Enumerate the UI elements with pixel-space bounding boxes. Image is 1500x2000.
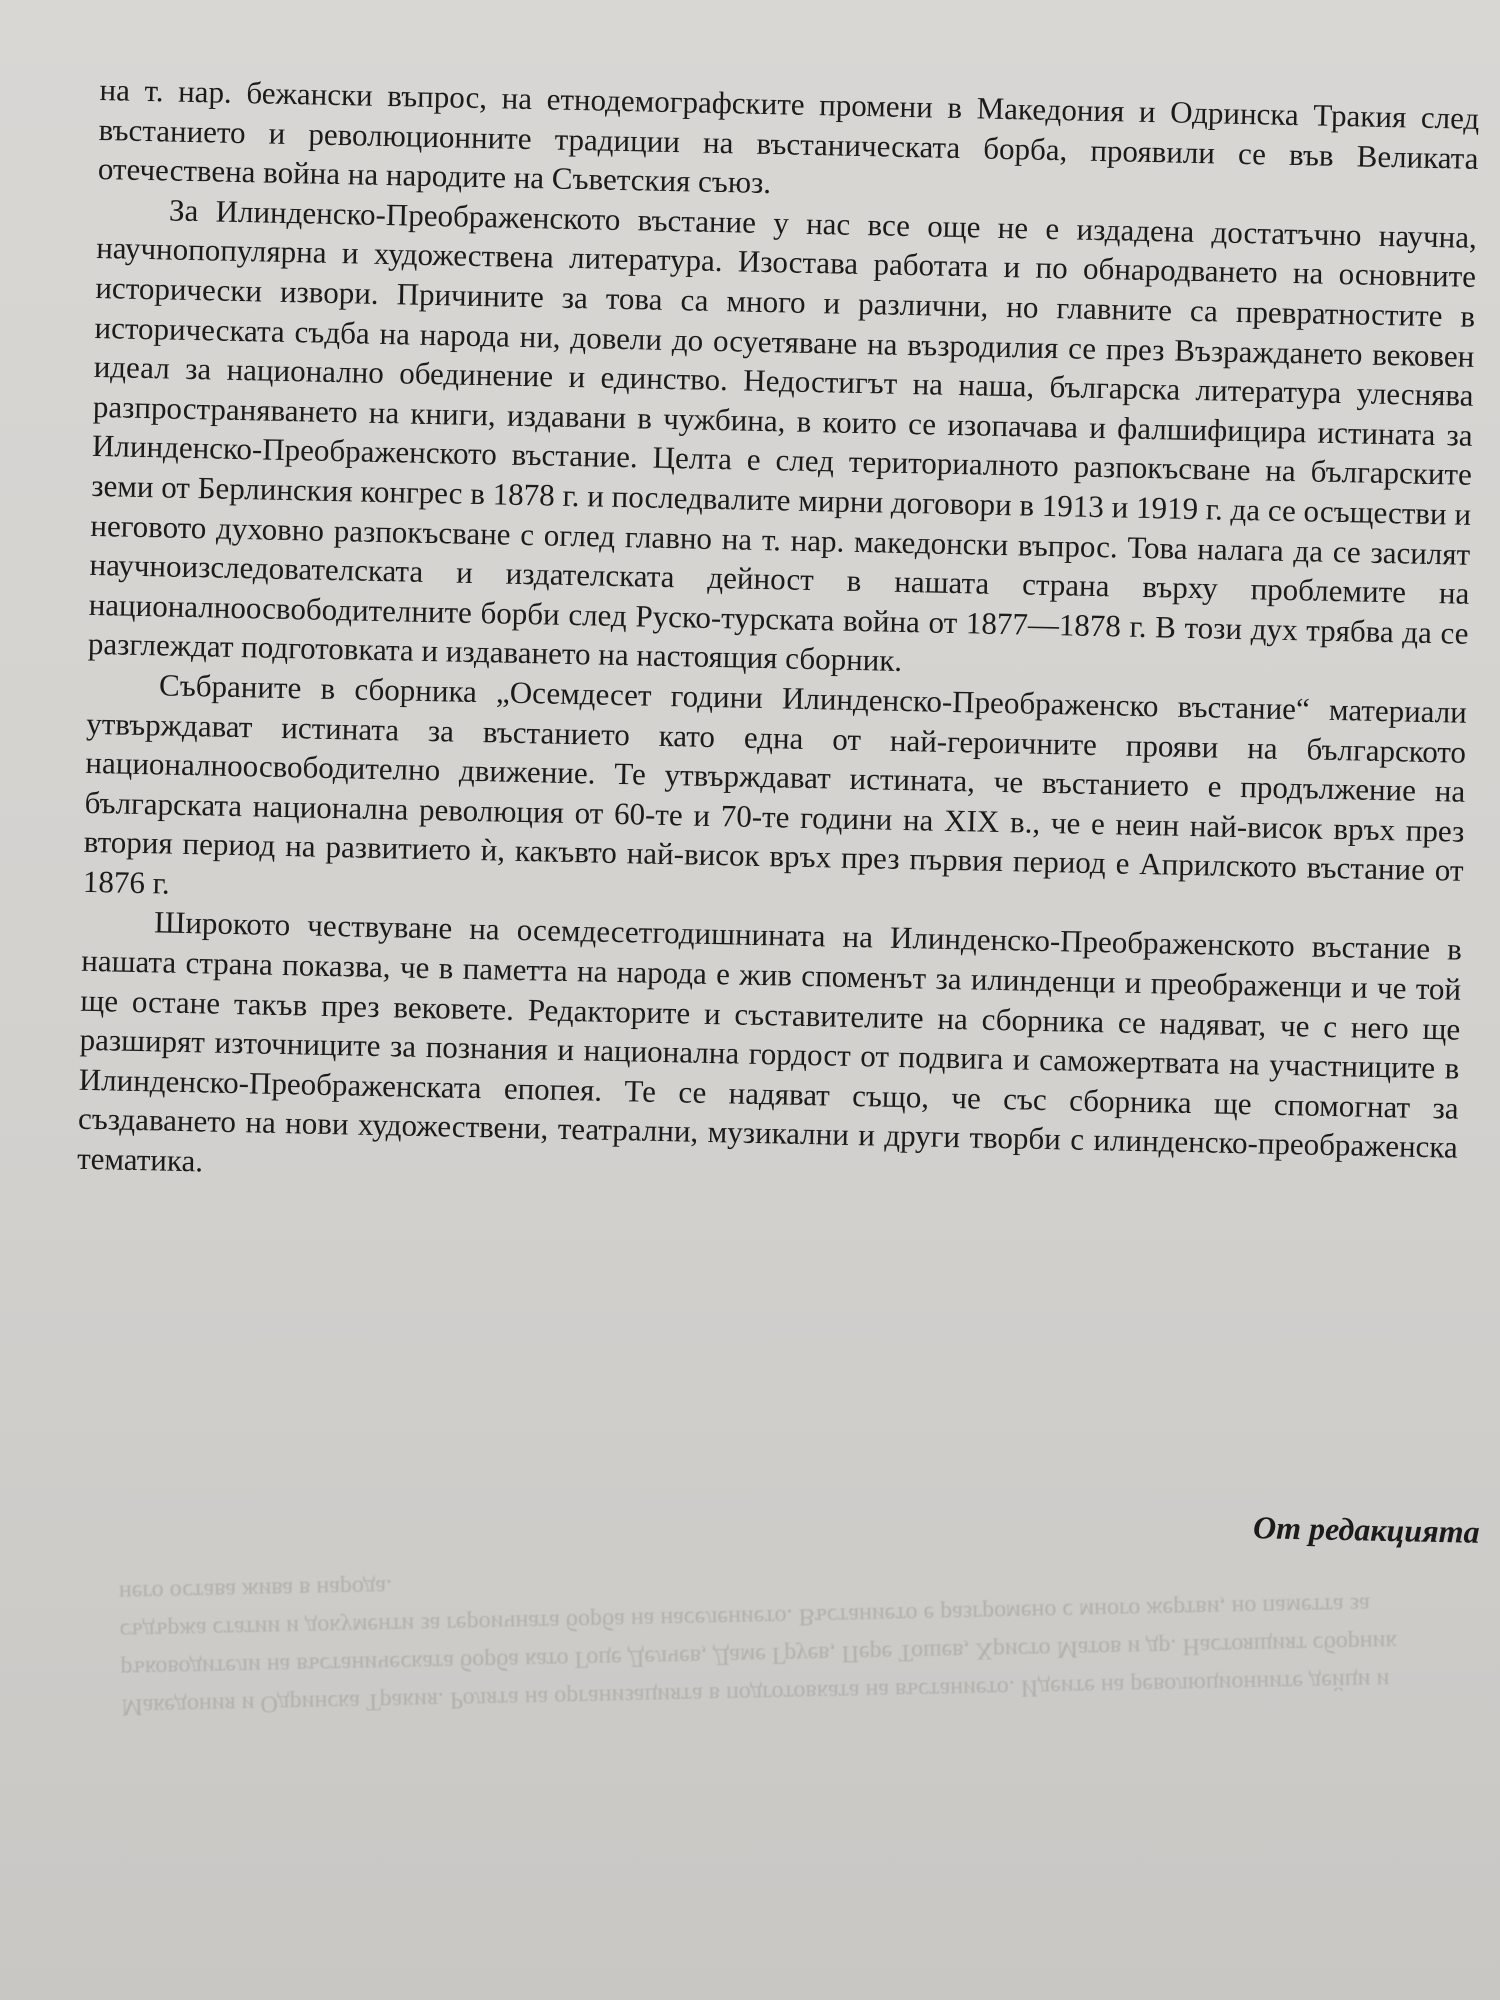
- paragraph-2: За Илинденско-Преображенското въстание у нас все още не е издадена достатъчно научна, научнопопулярна и художествена литература. Изостава работата и по обнародването на основните исторически извори. Причините за това са много и различни, но главните са превратностите в историческата съдба на народа ни, довели до осуетяване на възродилия се през Възраждането вековен идеал за национално обединение и единство. Недостигът на наша, българска литература улеснява разпространяването на книги, издавани в чужбина, в които се изопачава и фалшифицира истината за Илинденско-Преображенското въстание. Целта е след териториалното разпокъсване на българските земи от Берлинския конгрес в 1878 г. и последвалите мирни договори в 1913 и 1919 г. да се осъществи и неговото духовно разпокъсване с оглед главно на т. нар. македонски въпрос. Това налага да се засилят научноизследователската и издателската дейност в нашата страна върху проблемите на националноосвободителните борби след Руско-турската война от 1877—1878 г. В този дух трябва да се разглеждат подготовката и издаването на настоящия сборник.: [87, 192, 1478, 679]
- bleed-through-text: Македония и Одринска Тракия. Ролята на организацията в подготовката на въстанието. Идеите на революционните дейци и ръководители на въстаническата борба като Гоце Делчев, Даме Груев, Пере Тошев, Христо Матов и др. Настоящият сборник съдържа статии и документи за героичната борба на населението. Въстанието е разгромено с много жертви, но паметта за него остава жива в народа.: [118, 1573, 1398, 1720]
- paragraph-1: на т. нар. бежански въпрос, на етнодемографските промени в Македония и Одринска Тракия след въстанието и революционните традиции на въстаническата борба, проявили се във Великата отечествена война на народите на Съветския съюз.: [97, 71, 1480, 201]
- editorial-signature: От редакцията: [1252, 1509, 1480, 1550]
- paragraph-3: Събраните в сборника „Осемдесет години Илинденско-Преображенско въстание“ материали утвърждават истината за въстанието като една от най-героичните прояви на българското националноосвободително движение. Те утвърждават истината, че въстанието е продължение на българската национална революция от 60-те и 70-те години на XIX в., че е неин най-висок връх през втория период на развитието ѝ, какъвто най-висок връх през първия период е Априлското въстание от 1876 г.: [82, 667, 1468, 901]
- paragraph-4: Широкото чествуване на осемдесетгодишнината на Илинденско-Преображенското въстание в нашата страна показва, че в паметта на народа е жив споменът за илинденци и преображенци и че той ще остане такъв през вековете. Редакторите и съставителите на сборника се надяват, че с него ще разширят източниците за познания и национална гордост от подвига и саможертвата на участниците в Илинденско-Преображенската епопея. Те се надяват също, че със сборника ще спомогнат за създаването на нови художествени, театрални, музикални и други творби с илинденско-преображенска тематика.: [76, 904, 1463, 1179]
- body-text: [77, 70, 1480, 1207]
